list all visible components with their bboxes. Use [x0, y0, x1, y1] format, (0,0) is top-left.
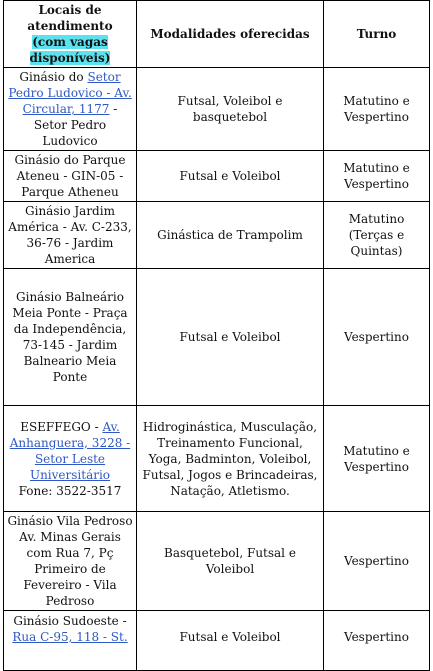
local-address-link[interactable]: Setor Pedro Ludovico - Av. Circular, 1177	[8, 70, 132, 116]
local-cell	[4, 68, 137, 151]
turno-cell: Vespertino	[324, 269, 430, 406]
header-modalidades: Modalidades oferecidas	[137, 1, 324, 68]
header-row	[4, 1, 430, 68]
local-cell: Ginásio Balneário Meia Ponte - Praça da Independência, 73-145 - Jardim Balneario Meia Ponte	[4, 269, 137, 406]
modalidades-cell: Futsal e Voleibol	[137, 611, 324, 671]
turno-cell: Vespertino	[324, 512, 430, 611]
header-locais-title: Locais de atendimento	[27, 3, 113, 33]
local-address-link[interactable]: Rua C-95, 118 - St.	[12, 630, 128, 644]
local-cell	[4, 406, 137, 512]
modalidades-cell: Ginástica de Trampolim	[137, 202, 324, 269]
local-address-link[interactable]: Av. Anhanguera, 3228 - Setor Leste Universitário	[9, 419, 131, 482]
header-locais	[4, 1, 137, 68]
header-locais-highlight: (com vagas disponíveis)	[29, 35, 111, 65]
local-cell	[4, 611, 137, 671]
modalidades-cell: Futsal, Voleibol e basquetebol	[137, 68, 324, 151]
local-prefix: Ginásio Sudoeste -	[13, 614, 127, 628]
modalidades-cell: Futsal e Voleibol	[137, 269, 324, 406]
local-suffix: - Setor Pedro Ludovico	[33, 102, 118, 148]
turno-cell: Matutino e Vespertino	[324, 151, 430, 202]
local-prefix: Ginásio do	[19, 70, 88, 84]
table-row	[4, 406, 430, 512]
modalidades-cell: Basquetebol, Futsal e Voleibol	[137, 512, 324, 611]
local-phone: Fone: 3522-3517	[18, 483, 122, 498]
turno-cell: Vespertino	[324, 611, 430, 671]
local-cell: Ginásio Vila Pedroso Av. Minas Gerais com Rua 7, Pç Primeiro de Fevereiro - Vila Pedroso	[4, 512, 137, 611]
table-row	[4, 512, 430, 611]
modalidades-cell: Hidroginástica, Musculação, Treinamento Funcional, Yoga, Badminton, Voleibol, Futsal, Jogos e Brincadeiras, Natação, Atletismo.	[137, 406, 324, 512]
table-row	[4, 269, 430, 406]
locations-table	[3, 0, 430, 671]
local-cell: Ginásio Jardim América - Av. C-233, 36-76 - Jardim America	[4, 202, 137, 269]
header-turno: Turno	[324, 1, 430, 68]
local-prefix: ESEFFEGO -	[20, 419, 103, 434]
turno-cell: Matutino e Vespertino	[324, 68, 430, 151]
table-row	[4, 611, 430, 671]
table-row	[4, 68, 430, 151]
table-row	[4, 202, 430, 269]
turno-cell: Matutino (Terças e Quintas)	[324, 202, 430, 269]
local-cell: Ginásio do Parque Ateneu - GIN-05 - Parque Atheneu	[4, 151, 137, 202]
table-row	[4, 151, 430, 202]
turno-cell: Matutino e Vespertino	[324, 406, 430, 512]
modalidades-cell: Futsal e Voleibol	[137, 151, 324, 202]
